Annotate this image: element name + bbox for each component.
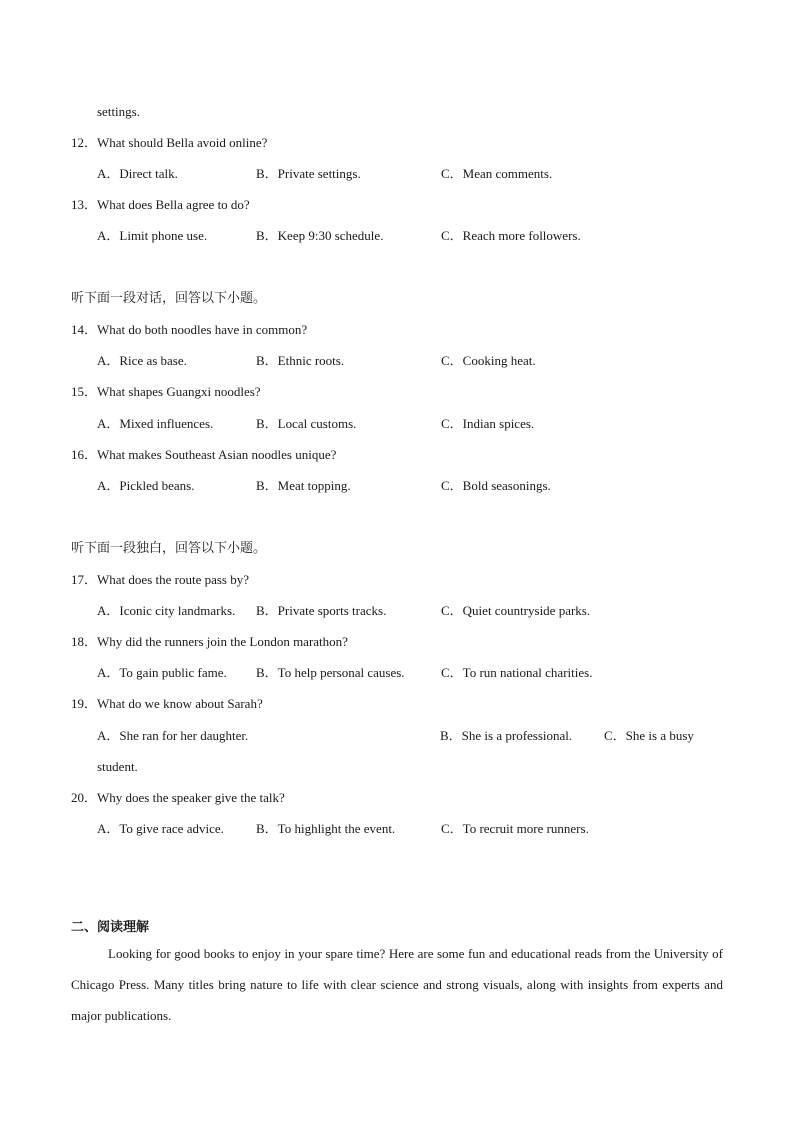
option-a: A．Mixed influences. — [97, 416, 214, 431]
option-b: B．To highlight the event. — [256, 821, 396, 836]
question-number: 17． — [71, 572, 98, 587]
option-b: B．Private sports tracks. — [256, 603, 387, 618]
option-a: A．Limit phone use. — [97, 228, 208, 243]
option-a: A．She ran for her daughter. — [97, 728, 249, 743]
question-text: What does Bella agree to do? — [97, 197, 250, 212]
option-c: C．Indian spices. — [441, 416, 535, 431]
option-b: B．Keep 9:30 schedule. — [256, 228, 384, 243]
question-number: 16． — [71, 447, 98, 462]
question-text: What do we know about Sarah? — [97, 696, 263, 711]
option-a: A．Rice as base. — [97, 353, 187, 368]
section-heading-reading: 二、阅读理解 — [71, 920, 150, 935]
option-a: A．Iconic city landmarks. — [97, 603, 236, 618]
option-a: A．Pickled beans. — [97, 478, 195, 493]
option-a: A．To give race advice. — [97, 821, 224, 836]
question-text: What makes Southeast Asian noodles unique? — [97, 447, 337, 462]
question-text: Why does the speaker give the talk? — [97, 790, 285, 805]
question-number: 14． — [71, 322, 98, 337]
reading-paragraph: Looking for good books to enjoy in your spare time? Here are some fun and educational reads from the University of Chicago Press. Many titles bring nature to life with clear science and strong visuals, along with insights from experts and major publications. — [71, 946, 723, 1023]
question-number: 15． — [71, 384, 98, 399]
option-c: C．Cooking heat. — [441, 353, 536, 368]
option-c: C．Reach more followers. — [441, 228, 581, 243]
option-b: B．Meat topping. — [256, 478, 351, 493]
option-b: B．She is a professional. — [440, 728, 573, 743]
question-number: 12． — [71, 135, 98, 150]
option-c: C．To run national charities. — [441, 665, 593, 680]
question-number: 18． — [71, 634, 98, 649]
option-c: C．Mean comments. — [441, 166, 553, 181]
question-number: 13． — [71, 197, 98, 212]
option-b: B．Local customs. — [256, 416, 357, 431]
listening-instruction-dialogue: 听下面一段对话，回答以下小题。 — [71, 291, 267, 306]
option-a: A．Direct talk. — [97, 166, 178, 181]
question-number: 19． — [71, 696, 98, 711]
question-number: 20． — [71, 790, 98, 805]
question-text: Why did the runners join the London marathon? — [97, 634, 348, 649]
option-c: C．She is a busy — [604, 728, 694, 743]
question-text: What do both noodles have in common? — [97, 322, 308, 337]
option-a: A．To gain public fame. — [97, 665, 227, 680]
option-c-continuation: student. — [97, 759, 138, 774]
option-c: C．Bold seasonings. — [441, 478, 551, 493]
option-b: B．Ethnic roots. — [256, 353, 345, 368]
question-text: What does the route pass by? — [97, 572, 249, 587]
option-continuation: settings. — [97, 104, 140, 119]
option-c: C．Quiet countryside parks. — [441, 603, 591, 618]
listening-instruction-monologue: 听下面一段独白，回答以下小题。 — [71, 541, 267, 556]
option-c: C．To recruit more runners. — [441, 821, 589, 836]
option-b: B．Private settings. — [256, 166, 361, 181]
question-text: What shapes Guangxi noodles? — [97, 384, 261, 399]
option-b: B．To help personal causes. — [256, 665, 405, 680]
question-text: What should Bella avoid online? — [97, 135, 268, 150]
